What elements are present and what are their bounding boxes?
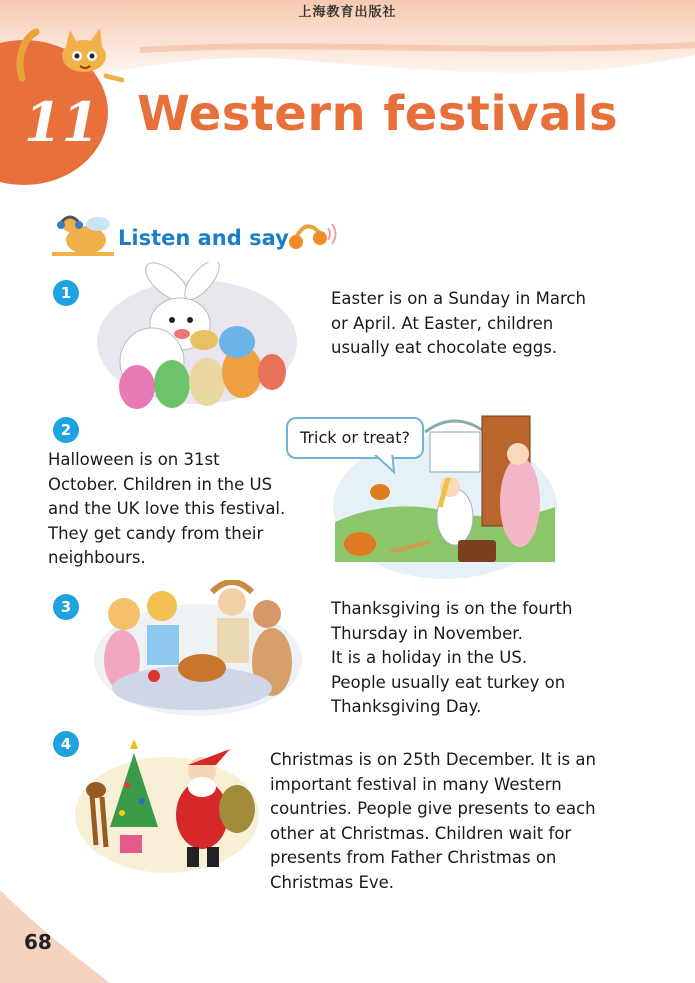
speech-bubble: Trick or treat? bbox=[286, 417, 424, 459]
text-line: People usually eat turkey on bbox=[331, 672, 566, 692]
cat-mascot-illustration bbox=[14, 18, 124, 88]
item-number-badge: 2 bbox=[53, 417, 79, 443]
thanksgiving-text bbox=[331, 597, 572, 720]
item-number-badge: 1 bbox=[53, 280, 79, 306]
text-line: Thursday in November. bbox=[331, 623, 523, 643]
publisher-name: 上海教育出版社 bbox=[298, 5, 397, 20]
text-line: Christmas is on 25th December. It is an bbox=[270, 750, 596, 769]
text-line: Halloween is on 31st bbox=[48, 450, 220, 469]
text-line: Thanksgiving is on the fourth bbox=[331, 599, 573, 618]
item-number-badge: 3 bbox=[53, 594, 79, 620]
christmas-illustration bbox=[72, 735, 262, 875]
footer-decoration bbox=[0, 870, 695, 983]
text-line: usually eat chocolate eggs. bbox=[331, 338, 558, 357]
section-heading: Listen and say bbox=[118, 226, 289, 250]
text-line: They get candy from their bbox=[48, 523, 264, 543]
text-line: or April. At Easter, children bbox=[331, 313, 554, 333]
audio-headphones-icon[interactable] bbox=[282, 214, 338, 254]
page-number: 68 bbox=[24, 930, 52, 954]
text-line: important festival in many Western bbox=[270, 774, 562, 794]
easter-bunny-illustration bbox=[92, 262, 302, 412]
thanksgiving-illustration bbox=[92, 580, 304, 718]
mascot-headphones-icon bbox=[48, 210, 118, 258]
item-number-badge: 4 bbox=[53, 731, 79, 757]
text-line: countries. People give presents to each bbox=[270, 799, 596, 818]
easter-text bbox=[331, 287, 586, 361]
halloween-text bbox=[48, 448, 285, 571]
text-line: Christmas Eve. bbox=[270, 872, 395, 892]
text-line: It is a holiday in the US. bbox=[331, 648, 528, 667]
text-line: October. Children in the US bbox=[48, 474, 273, 494]
text-line: other at Christmas. Children wait for bbox=[270, 823, 572, 843]
text-line: presents from Father Christmas on bbox=[270, 848, 557, 867]
text-line: neighbours. bbox=[48, 548, 146, 567]
text-line: and the UK love this festival. bbox=[48, 499, 286, 518]
text-line: Thanksgiving Day. bbox=[331, 697, 482, 716]
speech-bubble-tail bbox=[370, 452, 400, 474]
unit-number: 11 bbox=[24, 90, 100, 154]
text-line: Easter is on a Sunday in March bbox=[331, 289, 586, 308]
page-title: Western festivals bbox=[137, 86, 619, 142]
